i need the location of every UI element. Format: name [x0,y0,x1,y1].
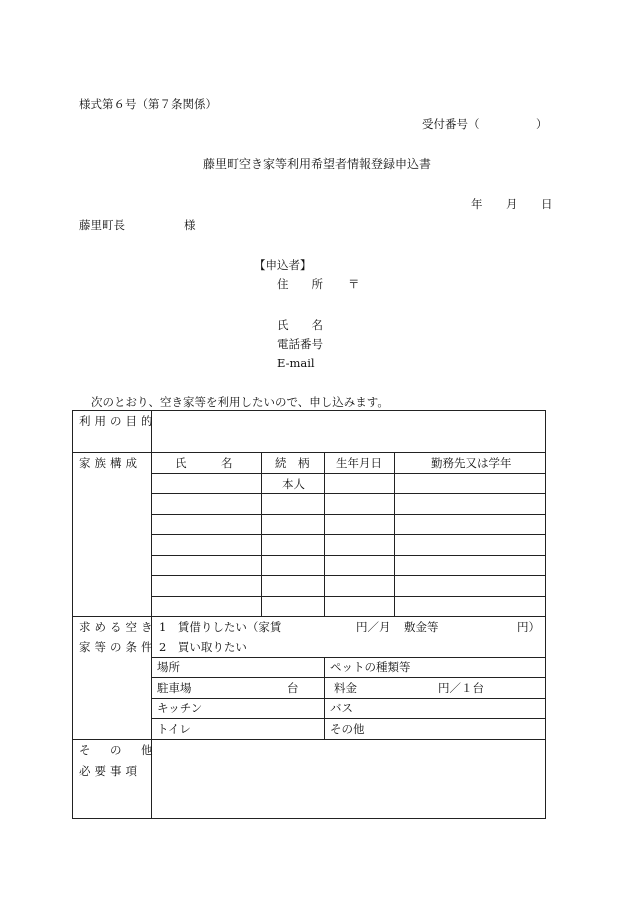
deposit-label: 敷金等 [404,620,439,634]
conditions-label-2: 家等の条件 [79,640,157,654]
family-header-birthdate: 生年月日 [336,456,382,470]
bath-label: バス [330,701,353,715]
family-header-relation: 続 柄 [275,456,310,470]
self-relation: 本人 [282,477,305,491]
phone-label: 電話番号 [277,337,323,351]
family-header-name: 氏 名 [175,456,233,470]
document-title: 藤里町空き家等利用希望者情報登録申込書 [203,157,432,171]
date-month: 月 [506,197,518,211]
notes-label-1: そ の 他 [79,743,157,757]
address-label: 住 所 [277,277,323,291]
form-number: 様式第６号（第７条関係） [79,97,217,111]
addressee-name: 藤里町長 [79,218,125,232]
fee-label: 料金 [334,681,357,695]
name-label: 氏 名 [277,318,323,332]
intro-text: 次のとおり、空き家等を利用したいので、申し込みます。 [91,395,389,409]
date-day: 日 [541,197,553,211]
deposit-unit: 円） [517,620,540,634]
toilet-label: トイレ [157,722,191,736]
parking-label: 駐車場 [157,681,192,695]
receipt-number-close: ） [536,117,548,131]
postal-mark: 〒 [348,277,360,291]
email-label: E-mail [277,356,315,370]
receipt-number-label: 受付番号（ [422,117,480,131]
kitchen-label: キッチン [157,701,203,715]
notes-label-2: 必要事項 [79,764,141,778]
conditions-label-1: 求める空き [79,620,157,634]
rent-unit: 円／月 [356,620,391,634]
parking-unit: 台 [287,681,299,695]
pet-label: ペットの種類等 [330,660,411,674]
addressee-honorific: 様 [184,218,196,232]
applicant-heading: 【申込者】 [254,258,312,272]
buy-option: 2 買い取りたい [159,640,247,654]
purpose-label: 利用の目的 [79,414,157,428]
family-label: 家族構成 [79,456,141,470]
location-label: 場所 [157,660,180,674]
rent-option: 1 賃借りしたい（家賃 [159,620,282,634]
fee-unit: 円／１台 [438,681,484,695]
date-year: 年 [471,197,483,211]
other-condition-label: その他 [330,722,365,736]
family-header-work-school: 勤務先又は学年 [431,456,512,470]
